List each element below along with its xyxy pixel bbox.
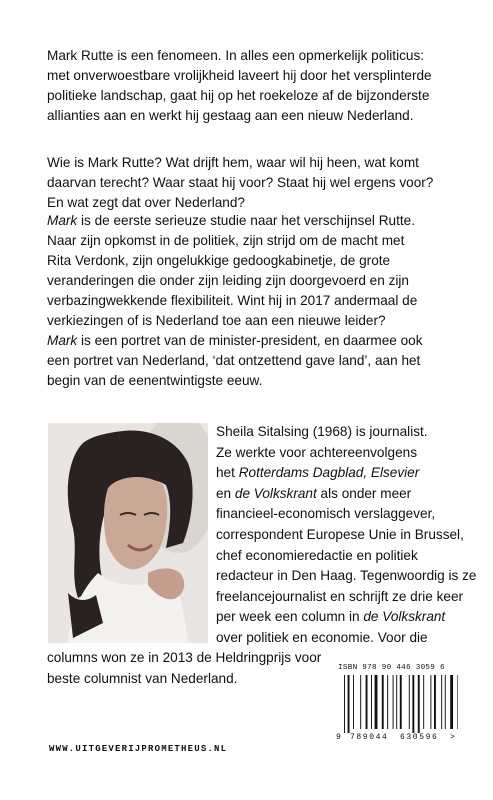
text-line: over politiek en economie. Voor die [216, 629, 428, 645]
author-bio [216, 422, 476, 649]
text-line: En wat zegt dat over Nederland? [47, 195, 245, 210]
text-span: is de eerste serieuze studie naar het verschijnsel Rutte. [77, 213, 415, 228]
author-photo [48, 423, 208, 643]
barcode-bar [412, 675, 414, 733]
text-span: en [216, 485, 235, 501]
barcode-bar [387, 675, 388, 729]
barcode-bar [430, 675, 431, 729]
text-line: columns won ze in 2013 de Heldringprijs voor [47, 650, 322, 665]
text-line: Wie is Mark Rutte? Wat drijft hem, waar wil hij heen, wat komt [47, 155, 419, 170]
text-line: verkiezingen of is Nederland toe aan een nieuwe leider? [47, 313, 386, 328]
text-line: beste columnist van Nederland. [47, 670, 238, 686]
description-paragraph [47, 211, 467, 391]
publication-italic: de Volkskrant [363, 609, 446, 625]
text-line: verbazingwekkende flexibiliteit. Wint hij in 2017 andermaal de [47, 293, 418, 308]
text-line [47, 211, 467, 231]
text-line: Rita Verdonk, zijn ongelukkige gedoogkabinetje, de grote [47, 253, 391, 268]
text-line: financieel-economisch verslaggever, [216, 506, 436, 522]
text-line: allianties aan en werkt hij gestaag aan een nieuw Nederland. [47, 108, 414, 123]
text-line: met onverwoestbare vrolijkheid laveert hij door het versplinterde [47, 68, 432, 83]
barcode-bar [353, 675, 354, 729]
barcode-bar [348, 675, 350, 733]
barcode-bar [441, 675, 442, 729]
text-line: Mark Rutte is een fenomeen. In alles een opmerkelijk politicus: [47, 48, 425, 63]
text-line [216, 607, 476, 628]
isbn-label: ISBN 978 90 446 3059 6 [338, 664, 445, 672]
barcode-digits-group-1: 789044 [350, 733, 389, 741]
barcode-bar [450, 675, 453, 729]
text-line: begin van de eenentwintigste eeuw. [47, 373, 263, 388]
text-line: Ze werkte voor achtereenvolgens [216, 444, 417, 460]
barcode-bar [423, 675, 424, 729]
text-line: veranderingen die onder zijn leiding zijn doorgevoerd en zijn [47, 273, 409, 288]
text-line: Naar zijn opkomst in de politiek, zijn strijd om de macht met [47, 233, 405, 248]
barcode-digits-group-2: 630596 [400, 733, 439, 741]
text-line: daarvan terecht? Waar staat hij voor? Staat hij wel ergens voor? [47, 175, 434, 190]
questions-paragraph [47, 153, 467, 213]
text-line: freelancejournalist en schrijft ze drie keer [216, 588, 464, 604]
barcode-digit-right: > [450, 733, 455, 741]
author-portrait-illustration [48, 423, 208, 643]
barcode-bar [445, 675, 446, 729]
text-line [216, 484, 476, 505]
barcode-bar [457, 675, 458, 729]
text-span: per week een column in [216, 609, 364, 625]
barcode-bar [400, 675, 402, 729]
barcode-bar [371, 675, 372, 729]
text-span: het [216, 465, 239, 481]
intro-paragraph [47, 46, 467, 126]
barcode-bar [418, 675, 420, 733]
publication-italic: de Volkskrant [234, 485, 317, 501]
barcode-icon [336, 675, 458, 741]
publication-italic: Rotterdams Dagblad, Elsevier [238, 465, 420, 481]
text-line: correspondent Europese Unie in Brussel, [216, 526, 464, 542]
text-line: politieke landschap, gaat hij op het roekeloze af de bijzonderste [47, 88, 430, 103]
text-line: redacteur in Den Haag. Tegenwoordig is ze [216, 568, 477, 584]
book-title-italic: Mark [47, 333, 78, 348]
book-title-italic: Mark [47, 213, 78, 228]
text-span: als onder meer [316, 485, 412, 501]
barcode-bar [396, 675, 397, 729]
barcode-bar [344, 675, 345, 733]
barcode-bar [360, 675, 361, 729]
barcode-bar [366, 675, 368, 729]
text-line: chef economieredactie en politiek [216, 547, 418, 563]
text-line [216, 463, 476, 484]
barcode-digit-left: 9 [336, 733, 341, 741]
barcode-bar [393, 675, 394, 729]
barcode-bar [409, 675, 410, 729]
text-line: Sheila Sitalsing (1968) is journalist. [216, 424, 428, 439]
text-line: een portret van Nederland, ‘dat ontzettend gave land’, aan het [47, 353, 421, 368]
text-line [47, 331, 467, 351]
publisher-website[interactable]: WWW.UITGEVERIJPROMETHEUS.NL [49, 744, 228, 754]
barcode-bar [382, 675, 384, 729]
text-span: is een portret van de minister-president, en daarmee ook [77, 333, 423, 348]
barcode-bar [375, 675, 378, 729]
barcode-bar [434, 675, 436, 729]
